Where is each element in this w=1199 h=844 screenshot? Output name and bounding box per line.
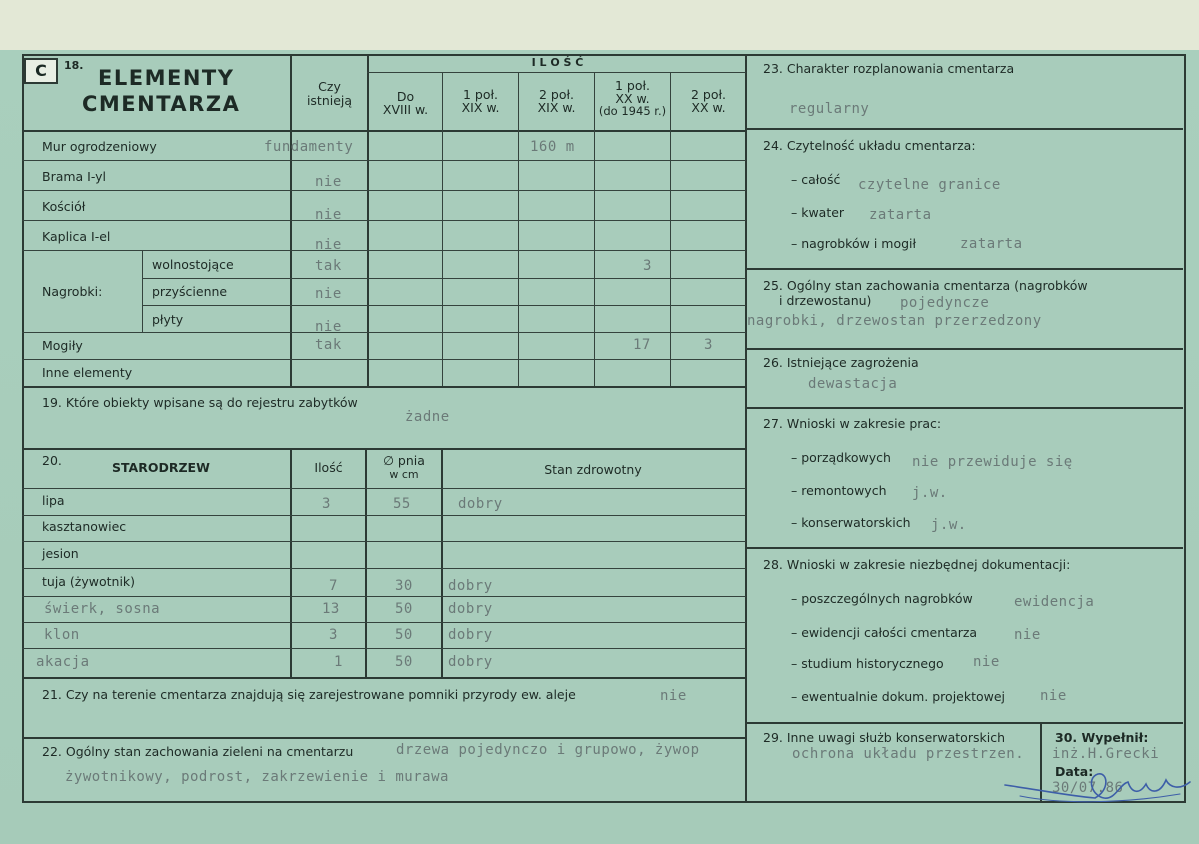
rule (22, 190, 746, 191)
rule (441, 448, 443, 678)
item-label: – kwater (791, 205, 845, 220)
tree-name: tuja (żywotnik) (42, 574, 136, 589)
typed-value: dewastacja (808, 376, 898, 392)
rule (142, 250, 143, 332)
item-label: – konserwatorskich (791, 515, 911, 530)
item-label: – studium historycznego (791, 656, 944, 671)
column-header: w cm (389, 468, 419, 481)
tree-name: jesion (42, 546, 79, 561)
row-label: Mur ogrodzeniowy (42, 139, 157, 154)
row-label: Inne elementy (42, 365, 133, 380)
typed-value: fundamenty (264, 139, 354, 155)
typed-value: nie (315, 207, 342, 223)
typed-value: tak (315, 258, 342, 274)
tree-diam: 50 (395, 627, 413, 643)
typed-value: nie (315, 286, 342, 302)
section-title: CMENTARZA (82, 92, 241, 116)
typed-value: nie (1040, 688, 1067, 704)
rule (518, 72, 519, 387)
rule (22, 596, 746, 597)
rule (745, 268, 1183, 270)
rule (367, 72, 746, 73)
section-label: 26. Istniejące zagrożenia (763, 355, 919, 370)
typed-value: nie (315, 319, 342, 335)
column-header: Stan zdrowotny (544, 462, 642, 477)
row-label: Mogiły (42, 338, 83, 353)
row-label: płyty (152, 312, 184, 327)
typed-value: nie (1014, 627, 1041, 643)
rule (670, 72, 671, 387)
typed-value: regularny (789, 101, 870, 117)
section-label: 29. Inne uwagi służb konserwatorskich (763, 730, 1005, 745)
tree-name: lipa (42, 493, 65, 508)
tree-diam: 50 (395, 654, 413, 670)
section-title: STARODRZEW (112, 460, 210, 475)
column-header: Czy (318, 79, 341, 94)
typed-value: drzewa pojedynczo i grupowo, żywop (396, 742, 700, 758)
tree-qty: 1 (334, 654, 343, 670)
tree-diam: 55 (393, 496, 411, 512)
item-label: – porządkowych (791, 450, 891, 465)
typed-value: pojedyncze (900, 295, 990, 311)
rule (290, 448, 292, 678)
column-header: XX w. (615, 91, 650, 106)
rule (745, 407, 1183, 409)
typed-value: czytelne granice (858, 177, 1001, 193)
rule (745, 128, 1183, 130)
rule (22, 515, 746, 516)
form-letter-box: C (24, 58, 58, 84)
row-label: Nagrobki: (42, 284, 103, 299)
rule (745, 348, 1183, 350)
rule (22, 359, 746, 360)
rule (745, 722, 1183, 724)
typed-value: 3 (704, 337, 713, 353)
typed-value: j.w. (912, 485, 948, 501)
typed-value: 17 (633, 337, 651, 353)
section-number: 18. (64, 59, 84, 72)
typed-value: nagrobki, drzewostan przerzedzony (747, 313, 1042, 329)
rule (22, 130, 746, 132)
rule (22, 160, 746, 161)
rule (22, 220, 746, 221)
section-label: 24. Czytelność układu cmentarza: (763, 138, 976, 153)
typed-value: 3 (643, 258, 652, 274)
rule (22, 648, 746, 649)
tree-state: dobry (448, 627, 493, 643)
rule (745, 547, 1183, 549)
column-header: Do (396, 89, 415, 104)
tree-qty: 13 (322, 601, 340, 617)
rule (22, 488, 746, 489)
tree-name: kasztanowiec (42, 519, 127, 534)
section-label: 30. Wypełnił: (1055, 730, 1149, 745)
typed-value: tak (315, 337, 342, 353)
typed-value: ochrona układu przestrzen. (792, 746, 1025, 762)
row-label: wolnostojące (152, 257, 234, 272)
row-label: Kościół (42, 199, 86, 214)
typed-value: nie przewiduje się (912, 454, 1073, 470)
column-group-header: I L O Ś Ć (531, 56, 584, 69)
rule (22, 250, 746, 251)
column-header: XIX w. (461, 100, 500, 115)
typed-value: 160 m (530, 139, 575, 155)
section-label: i drzewostanu) (779, 293, 872, 308)
tree-name: świerk, sosna (44, 601, 161, 617)
tree-qty: 7 (329, 578, 338, 594)
item-label: – poszczególnych nagrobków (791, 591, 973, 606)
typed-value: nie (660, 688, 687, 704)
rule (745, 54, 747, 801)
typed-value: nie (315, 174, 342, 190)
column-header: XX w. (691, 100, 726, 115)
rule (142, 305, 746, 306)
tree-name: klon (44, 627, 80, 643)
item-label: – remontowych (791, 483, 887, 498)
row-label: Kaplica I-el (42, 229, 111, 244)
column-header: (do 1945 r.) (598, 104, 667, 118)
row-label: Brama I-yl (42, 169, 107, 184)
tree-name: akacja (36, 654, 90, 670)
section-label: 27. Wnioski w zakresie prac: (763, 416, 942, 431)
typed-value: 30/07.86 (1052, 780, 1124, 796)
section-label: 21. Czy na terenie cmentarza znajdują się zarejestrowane pomniki przyrody ew. aleje (42, 687, 576, 702)
section-title: ELEMENTY (98, 66, 235, 90)
rule (22, 448, 746, 450)
rule (142, 278, 746, 279)
rule (22, 568, 746, 569)
item-label: – ewidencji całości cmentarza (791, 625, 978, 640)
tree-state: dobry (458, 496, 503, 512)
rule (365, 448, 367, 678)
section-label: 28. Wnioski w zakresie niezbędnej dokumentacji: (763, 557, 1071, 572)
typed-value: ewidencja (1014, 594, 1095, 610)
typed-value: j.w. (931, 517, 967, 533)
tree-state: dobry (448, 578, 493, 594)
tree-qty: 3 (329, 627, 338, 643)
column-header: XIX w. (537, 100, 576, 115)
rule (442, 72, 443, 387)
column-header: Ilość (314, 460, 343, 475)
typed-value: zatarta (869, 207, 932, 223)
tree-qty: 3 (322, 496, 331, 512)
typed-value: żywotnikowy, podrost, zakrzewienie i murawa (65, 769, 449, 785)
item-label: – nagrobków i mogił (791, 236, 917, 251)
section-label: 19. Które obiekty wpisane są do rejestru zabytków (42, 395, 358, 410)
column-header: 1 poł. (614, 78, 651, 93)
typed-value: inż.H.Grecki (1052, 746, 1160, 762)
tree-diam: 30 (395, 578, 413, 594)
tree-diam: 50 (395, 601, 413, 617)
section-label: 23. Charakter rozplanowania cmentarza (763, 61, 1015, 76)
rule (22, 332, 746, 333)
row-label: przyścienne (152, 284, 228, 299)
card-top-margin (0, 0, 1199, 50)
column-header: 2 poł. (690, 87, 727, 102)
column-header: 2 poł. (538, 87, 575, 102)
rule (22, 541, 746, 542)
tree-state: dobry (448, 601, 493, 617)
column-header: XVIII w. (382, 102, 429, 117)
typed-value: zatarta (960, 236, 1023, 252)
tree-state: dobry (448, 654, 493, 670)
handwritten-signature (1000, 760, 1195, 810)
typed-value: nie (315, 237, 342, 253)
item-label: – całość (791, 172, 841, 187)
section-number: 20. (42, 453, 62, 468)
rule (22, 622, 746, 623)
rule (22, 737, 746, 739)
rule (22, 677, 746, 679)
rule (22, 386, 746, 388)
column-header: istnieją (306, 93, 353, 108)
column-header: 1 poł. (462, 87, 499, 102)
section-label: 22. Ogólny stan zachowania zieleni na cmentarzu (42, 744, 354, 759)
column-header: ∅ pnia (383, 453, 425, 468)
item-label: – ewentualnie dokum. projektowej (791, 689, 1006, 704)
rule (594, 72, 595, 387)
typed-value: żadne (405, 409, 450, 425)
section-label: 25. Ogólny stan zachowania cmentarza (nagrobków (763, 278, 1088, 293)
date-label: Data: (1055, 764, 1094, 779)
typed-value: nie (973, 654, 1000, 670)
